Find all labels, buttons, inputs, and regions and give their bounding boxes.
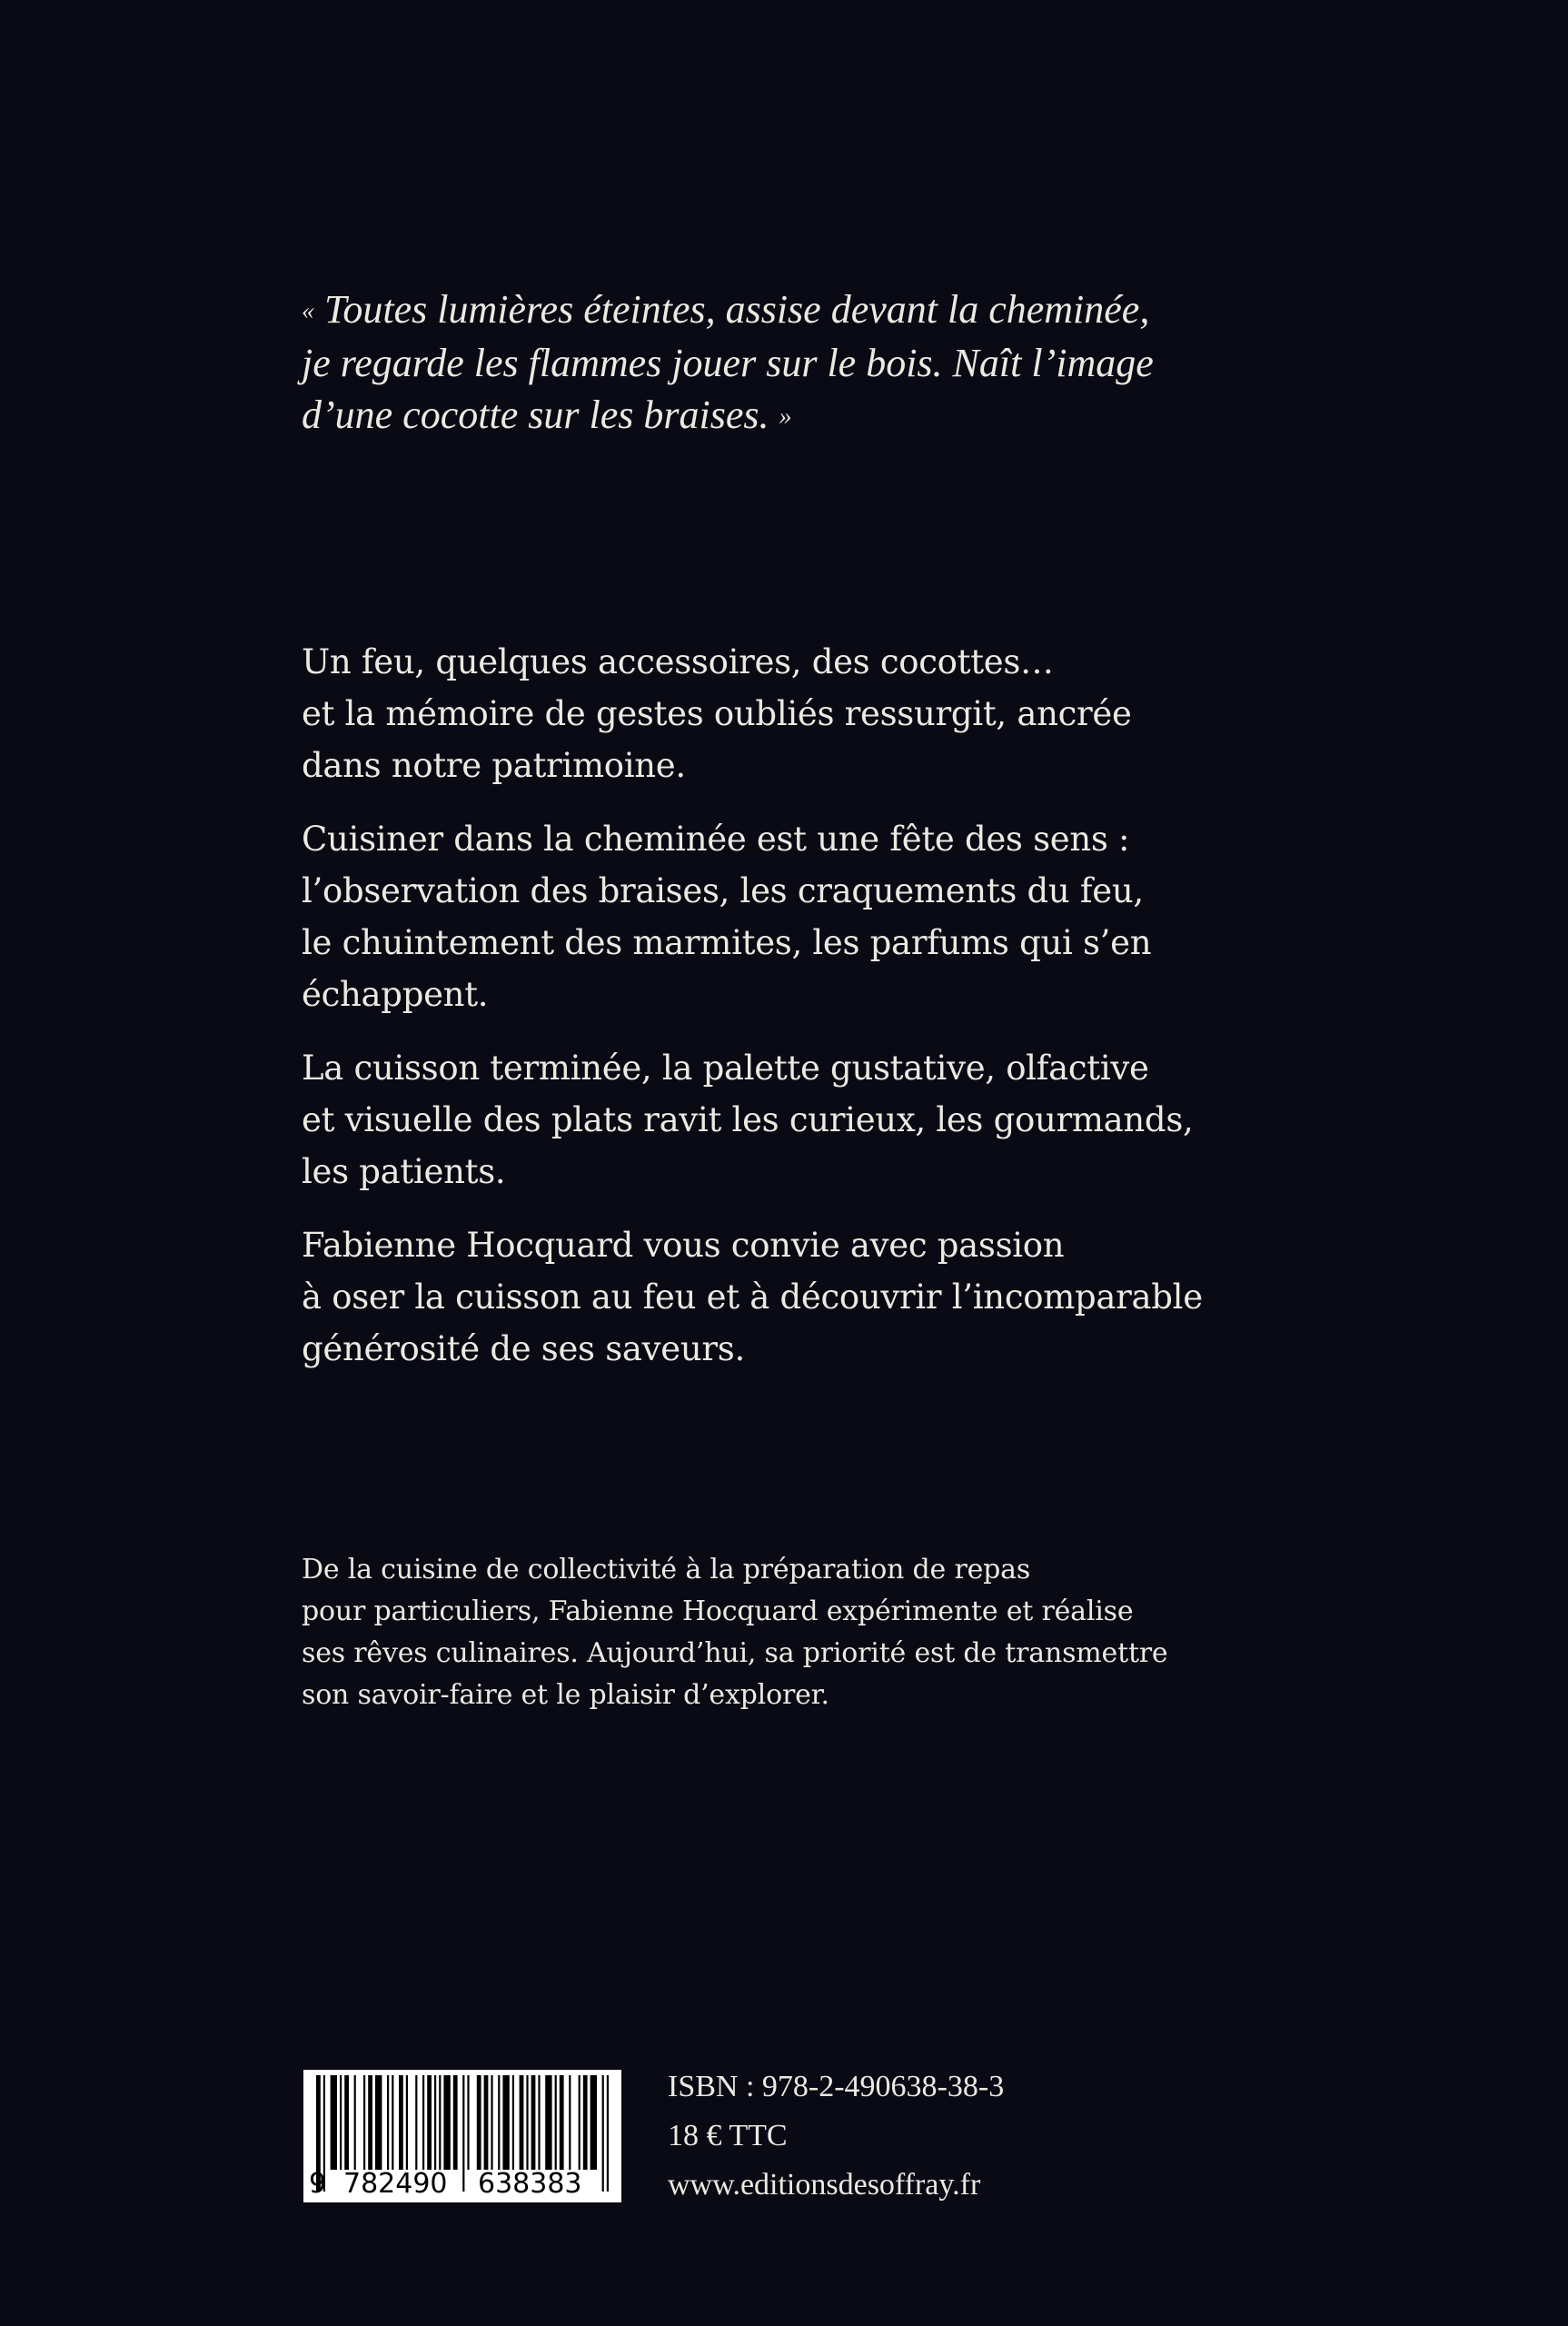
barcode-bar: [340, 2075, 342, 2170]
price-text: 18 € TTC: [668, 2119, 788, 2152]
barcode-bar: [555, 2075, 557, 2170]
barcode-bar: [375, 2075, 382, 2170]
barcode-digits-right: 638383: [478, 2168, 582, 2200]
barcode-bar: [422, 2075, 424, 2170]
barcode-bar: [531, 2075, 536, 2170]
barcode-bar: [545, 2075, 551, 2170]
barcode-digits: [303, 2162, 621, 2202]
blurb-line: les patients.: [302, 1152, 506, 1191]
barcode-bar: [399, 2075, 403, 2170]
barcode-bar: [467, 2075, 469, 2170]
blurb: [302, 636, 1301, 1397]
barcode-bar: [583, 2075, 588, 2170]
blurb-line: générosité de ses saveurs.: [302, 1329, 745, 1368]
barcode-bar: [590, 2075, 597, 2170]
barcode-bar: [439, 2075, 441, 2170]
blurb-line: Fabienne Hocquard vous convie avec passion: [302, 1226, 1065, 1265]
blurb-line: dans notre patrimoine.: [302, 746, 686, 785]
barcode-bar: [538, 2075, 540, 2170]
barcode-bar: [406, 2075, 408, 2170]
quote-open-mark: «: [302, 297, 314, 325]
bio-line: ses rêves culinaires. Aujourd’hui, sa priorité est de transmettre: [302, 1637, 1168, 1669]
blurb-paragraph: [302, 1219, 1301, 1375]
barcode-bar: [344, 2075, 349, 2170]
barcode-bar: [392, 2075, 393, 2170]
barcode-bar: [491, 2075, 492, 2170]
barcode-bar: [569, 2075, 571, 2170]
barcode-bar: [502, 2075, 509, 2170]
quote-line-text: d’une cocotte sur les braises.: [302, 393, 769, 437]
bio-line: De la cuisine de collectivité à la préparation de repas: [302, 1554, 1031, 1585]
blurb-line: La cuisson terminée, la palette gustative, olfactive: [302, 1049, 1149, 1088]
blurb-line: à oser la cuisson au feu et à découvrir l’incomparable: [302, 1277, 1203, 1317]
blurb-line: et visuelle des plats ravit les curieux, les gourmands,: [302, 1100, 1194, 1139]
barcode-bar: [331, 2075, 337, 2170]
website-link[interactable]: www.editionsdesoffray.fr: [668, 2168, 981, 2202]
barcode-bar: [434, 2075, 436, 2170]
blurb-line: et la mémoire de gestes oubliés ressurgit, ancrée: [302, 694, 1132, 733]
barcode-bar: [579, 2075, 581, 2170]
blurb-paragraph: [302, 636, 1301, 791]
barcode-bar: [354, 2075, 356, 2170]
blurb-paragraph: [302, 813, 1301, 1020]
blurb-line: le chuintement des marmites, les parfums qui s’en: [302, 923, 1152, 962]
barcode-digit-first: 9: [309, 2168, 327, 2200]
barcode-bar: [368, 2075, 372, 2170]
bio-line: son savoir-faire et le plaisir d’explorer.: [302, 1679, 829, 1711]
quote-line: [302, 337, 1301, 389]
quote-line-text: Toutes lumières éteintes, assise devant la cheminée,: [324, 287, 1150, 332]
barcode-bar: [526, 2075, 528, 2170]
author-bio: [302, 1549, 1210, 1716]
quote-line: [302, 389, 1301, 442]
blurb-line: Un feu, quelques accessoires, des cocottes…: [302, 642, 1054, 681]
blurb-paragraph: [302, 1042, 1301, 1198]
quote-line-text: je regarde les flammes jouer sur le bois. Naît l’image: [302, 341, 1154, 385]
quote-close-mark: »: [779, 403, 792, 431]
bio-line: pour particuliers, Fabienne Hocquard expérimente et réalise: [302, 1595, 1134, 1627]
barcode-bar: [415, 2075, 417, 2170]
barcode-bar: [520, 2075, 524, 2170]
barcode-bar: [560, 2075, 564, 2170]
barcode-bar: [477, 2075, 481, 2170]
barcode-bar: [484, 2075, 489, 2170]
barcode-bar: [387, 2075, 389, 2170]
blurb-line: échappent.: [302, 975, 489, 1014]
barcode-bar: [363, 2075, 365, 2170]
barcode-bar: [427, 2075, 432, 2170]
blurb-line: Cuisiner dans la cheminée est une fête des sens :: [302, 820, 1130, 859]
barcode-bar: [498, 2075, 500, 2170]
book-meta: [668, 2063, 1004, 2210]
pull-quote: [302, 283, 1301, 442]
quote-line: [302, 283, 1301, 337]
barcode-bar: [453, 2075, 458, 2170]
blurb-line: l’observation des braises, les craquements du feu,: [302, 871, 1144, 910]
barcode-digits-left: 782490: [343, 2168, 448, 2200]
barcode-bar: [443, 2075, 450, 2170]
barcode-bar: [512, 2075, 514, 2170]
isbn-text: ISBN : 978-2-490638-38-3: [668, 2070, 1005, 2103]
